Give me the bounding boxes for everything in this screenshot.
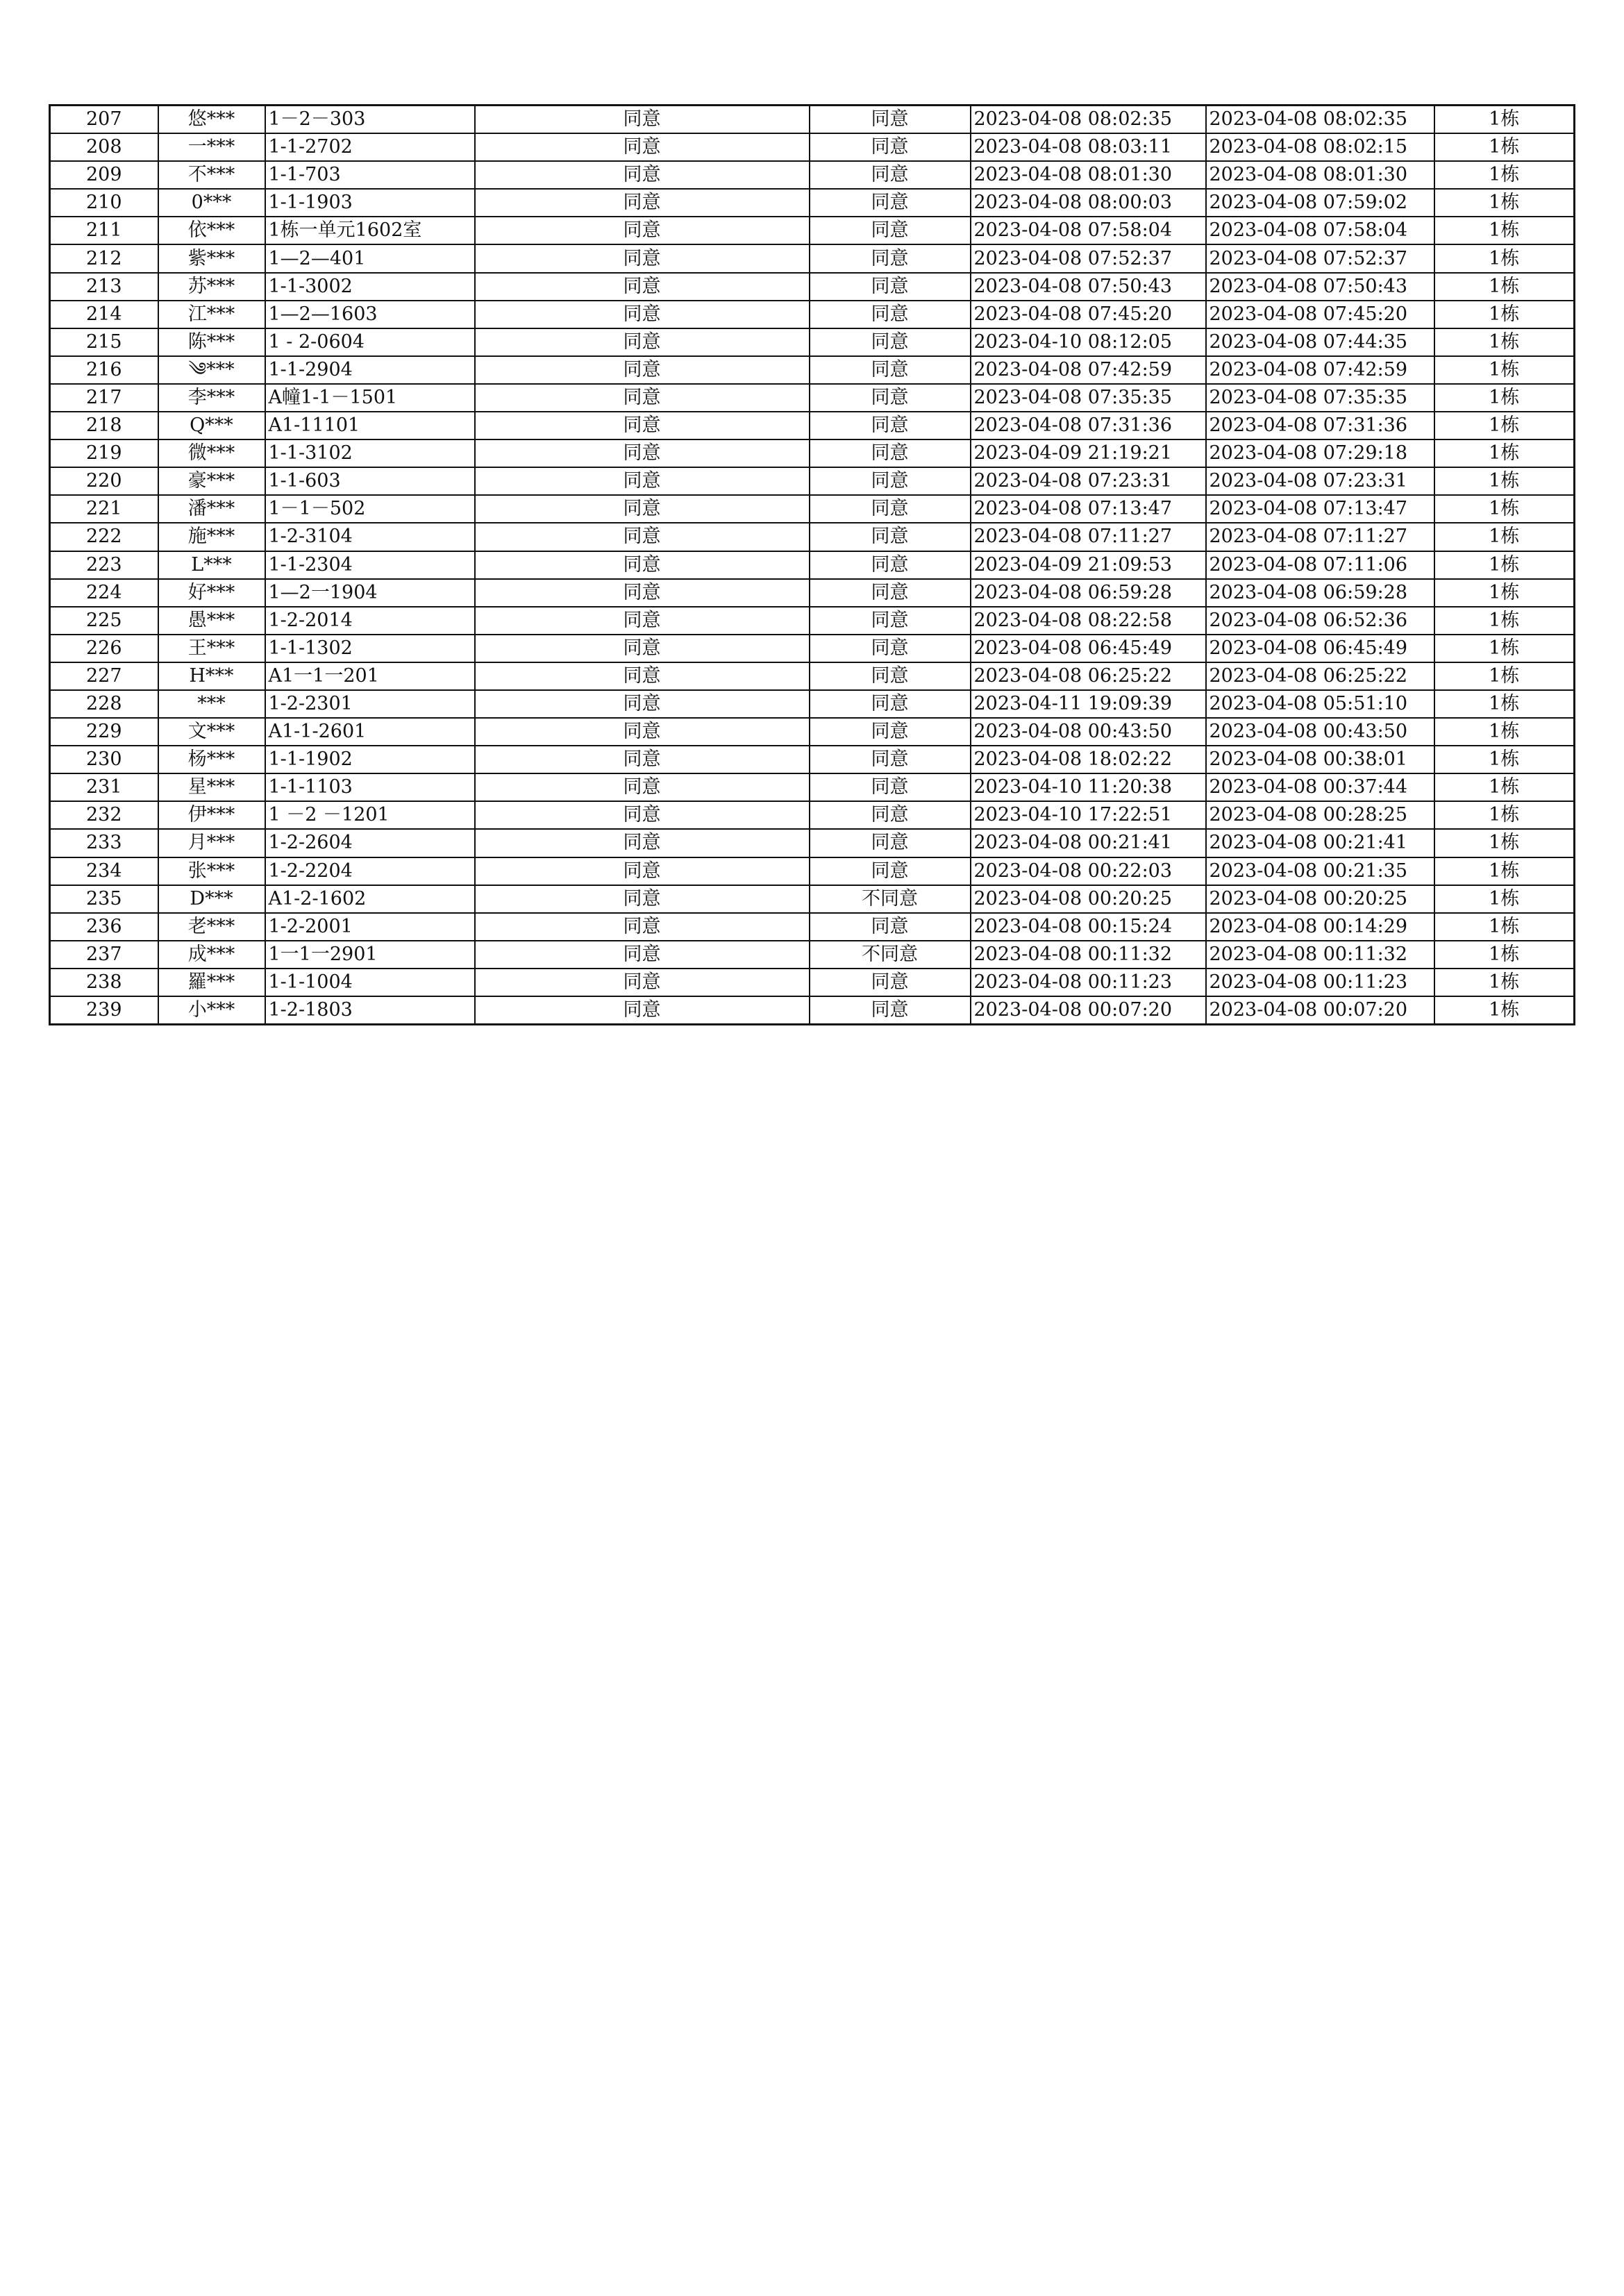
submit-time-cell: 2023-04-08 07:58:04 (971, 217, 1206, 244)
row-number-cell: 211 (50, 217, 158, 244)
opinion-2-cell: 同意 (810, 801, 971, 829)
voter-name-cell: 微*** (158, 439, 265, 467)
table-row (50, 328, 1575, 356)
opinion-2-cell: 同意 (810, 244, 971, 272)
table-row (50, 801, 1575, 829)
voter-name-cell: 伊*** (158, 801, 265, 829)
voter-name-cell: 成*** (158, 941, 265, 969)
voter-name-cell: 悠*** (158, 106, 265, 134)
voter-name-cell: H*** (158, 662, 265, 690)
room-number-cell: 1—2—401 (265, 244, 475, 272)
room-number-cell: A1-11101 (265, 412, 475, 439)
row-number-cell: 232 (50, 801, 158, 829)
opinion-1-cell: 同意 (475, 746, 810, 773)
row-number-cell: 215 (50, 328, 158, 356)
opinion-1-cell: 同意 (475, 189, 810, 217)
room-number-cell: 1—2—1603 (265, 301, 475, 328)
building-cell: 1栋 (1434, 829, 1575, 857)
first-vote-time-cell: 2023-04-08 07:58:04 (1206, 217, 1434, 244)
opinion-2-cell: 同意 (810, 356, 971, 384)
table-row (50, 523, 1575, 551)
row-number-cell: 236 (50, 913, 158, 941)
opinion-2-cell: 同意 (810, 439, 971, 467)
submit-time-cell: 2023-04-08 00:15:24 (971, 913, 1206, 941)
voter-name-cell: 羅*** (158, 969, 265, 996)
room-number-cell: 1－2－303 (265, 106, 475, 134)
row-number-cell: 218 (50, 412, 158, 439)
submit-time-cell: 2023-04-11 19:09:39 (971, 690, 1206, 718)
row-number-cell: 228 (50, 690, 158, 718)
voter-name-cell: 小*** (158, 996, 265, 1025)
room-number-cell: 1-2-2301 (265, 690, 475, 718)
voter-name-cell: 不*** (158, 161, 265, 189)
opinion-2-cell: 同意 (810, 106, 971, 134)
opinion-1-cell: 同意 (475, 133, 810, 161)
opinion-2-cell: 同意 (810, 495, 971, 523)
voter-name-cell: 文*** (158, 718, 265, 746)
opinion-1-cell: 同意 (475, 579, 810, 607)
building-cell: 1栋 (1434, 969, 1575, 996)
submit-time-cell: 2023-04-10 11:20:38 (971, 773, 1206, 801)
room-number-cell: 1一1一2901 (265, 941, 475, 969)
submit-time-cell: 2023-04-08 07:31:36 (971, 412, 1206, 439)
opinion-1-cell: 同意 (475, 495, 810, 523)
opinion-2-cell: 同意 (810, 384, 971, 412)
first-vote-time-cell: 2023-04-08 07:44:35 (1206, 328, 1434, 356)
first-vote-time-cell: 2023-04-08 08:02:35 (1206, 106, 1434, 134)
first-vote-time-cell: 2023-04-08 07:45:20 (1206, 301, 1434, 328)
room-number-cell: 1 －2 －1201 (265, 801, 475, 829)
first-vote-time-cell: 2023-04-08 06:52:36 (1206, 607, 1434, 635)
vote-record-table (49, 104, 1575, 1025)
row-number-cell: 217 (50, 384, 158, 412)
building-cell: 1栋 (1434, 273, 1575, 301)
submit-time-cell: 2023-04-10 17:22:51 (971, 801, 1206, 829)
room-number-cell: 1-1-3102 (265, 439, 475, 467)
opinion-1-cell: 同意 (475, 690, 810, 718)
voter-name-cell: 王*** (158, 635, 265, 662)
opinion-1-cell: 同意 (475, 273, 810, 301)
opinion-2-cell: 不同意 (810, 941, 971, 969)
building-cell: 1栋 (1434, 244, 1575, 272)
opinion-2-cell: 同意 (810, 412, 971, 439)
row-number-cell: 208 (50, 133, 158, 161)
voter-name-cell: 愚*** (158, 607, 265, 635)
submit-time-cell: 2023-04-08 07:52:37 (971, 244, 1206, 272)
room-number-cell: 1-1-1103 (265, 773, 475, 801)
submit-time-cell: 2023-04-08 06:25:22 (971, 662, 1206, 690)
first-vote-time-cell: 2023-04-08 08:01:30 (1206, 161, 1434, 189)
first-vote-time-cell: 2023-04-08 00:28:25 (1206, 801, 1434, 829)
row-number-cell: 209 (50, 161, 158, 189)
first-vote-time-cell: 2023-04-08 00:43:50 (1206, 718, 1434, 746)
submit-time-cell: 2023-04-08 00:11:32 (971, 941, 1206, 969)
opinion-1-cell: 同意 (475, 607, 810, 635)
opinion-2-cell: 同意 (810, 189, 971, 217)
room-number-cell: A幢1-1－1501 (265, 384, 475, 412)
first-vote-time-cell: 2023-04-08 06:25:22 (1206, 662, 1434, 690)
building-cell: 1栋 (1434, 635, 1575, 662)
row-number-cell: 235 (50, 885, 158, 913)
row-number-cell: 223 (50, 551, 158, 579)
building-cell: 1栋 (1434, 941, 1575, 969)
row-number-cell: 226 (50, 635, 158, 662)
submit-time-cell: 2023-04-08 07:11:27 (971, 523, 1206, 551)
submit-time-cell: 2023-04-08 07:13:47 (971, 495, 1206, 523)
building-cell: 1栋 (1434, 106, 1575, 134)
building-cell: 1栋 (1434, 384, 1575, 412)
building-cell: 1栋 (1434, 662, 1575, 690)
table-row (50, 189, 1575, 217)
building-cell: 1栋 (1434, 885, 1575, 913)
building-cell: 1栋 (1434, 579, 1575, 607)
opinion-1-cell: 同意 (475, 412, 810, 439)
voter-name-cell: ༄*** (158, 356, 265, 384)
opinion-2-cell: 同意 (810, 718, 971, 746)
voter-name-cell: 江*** (158, 301, 265, 328)
submit-time-cell: 2023-04-08 07:23:31 (971, 467, 1206, 495)
row-number-cell: 231 (50, 773, 158, 801)
room-number-cell: 1-1-2702 (265, 133, 475, 161)
table-row (50, 746, 1575, 773)
room-number-cell: 1-2-2014 (265, 607, 475, 635)
table-body (50, 106, 1575, 1025)
voter-name-cell: 老*** (158, 913, 265, 941)
room-number-cell: 1-1-3002 (265, 273, 475, 301)
opinion-2-cell: 同意 (810, 328, 971, 356)
voter-name-cell: 施*** (158, 523, 265, 551)
row-number-cell: 229 (50, 718, 158, 746)
opinion-2-cell: 同意 (810, 217, 971, 244)
row-number-cell: 233 (50, 829, 158, 857)
first-vote-time-cell: 2023-04-08 08:02:15 (1206, 133, 1434, 161)
table-row (50, 412, 1575, 439)
building-cell: 1栋 (1434, 412, 1575, 439)
opinion-1-cell: 同意 (475, 301, 810, 328)
voter-name-cell: L*** (158, 551, 265, 579)
opinion-2-cell: 不同意 (810, 885, 971, 913)
room-number-cell: 1-1-703 (265, 161, 475, 189)
first-vote-time-cell: 2023-04-08 07:31:36 (1206, 412, 1434, 439)
opinion-1-cell: 同意 (475, 356, 810, 384)
opinion-2-cell: 同意 (810, 579, 971, 607)
opinion-1-cell: 同意 (475, 217, 810, 244)
voter-name-cell: 豪*** (158, 467, 265, 495)
opinion-1-cell: 同意 (475, 996, 810, 1025)
submit-time-cell: 2023-04-08 00:43:50 (971, 718, 1206, 746)
room-number-cell: 1栋一单元1602室 (265, 217, 475, 244)
opinion-1-cell: 同意 (475, 913, 810, 941)
voter-name-cell: 杨*** (158, 746, 265, 773)
room-number-cell: A1一1一201 (265, 662, 475, 690)
table-row (50, 635, 1575, 662)
submit-time-cell: 2023-04-08 08:01:30 (971, 161, 1206, 189)
opinion-2-cell: 同意 (810, 607, 971, 635)
opinion-2-cell: 同意 (810, 746, 971, 773)
room-number-cell: 1-2-2204 (265, 857, 475, 885)
opinion-2-cell: 同意 (810, 133, 971, 161)
opinion-1-cell: 同意 (475, 551, 810, 579)
submit-time-cell: 2023-04-10 08:12:05 (971, 328, 1206, 356)
table-row (50, 885, 1575, 913)
submit-time-cell: 2023-04-08 06:59:28 (971, 579, 1206, 607)
row-number-cell: 219 (50, 439, 158, 467)
first-vote-time-cell: 2023-04-08 00:37:44 (1206, 773, 1434, 801)
building-cell: 1栋 (1434, 189, 1575, 217)
row-number-cell: 227 (50, 662, 158, 690)
voter-name-cell: *** (158, 690, 265, 718)
room-number-cell: 1-2-2001 (265, 913, 475, 941)
opinion-1-cell: 同意 (475, 857, 810, 885)
opinion-2-cell: 同意 (810, 467, 971, 495)
opinion-1-cell: 同意 (475, 718, 810, 746)
opinion-1-cell: 同意 (475, 885, 810, 913)
room-number-cell: 1-1-1004 (265, 969, 475, 996)
submit-time-cell: 2023-04-08 00:07:20 (971, 996, 1206, 1025)
submit-time-cell: 2023-04-09 21:19:21 (971, 439, 1206, 467)
room-number-cell: 1-1-2904 (265, 356, 475, 384)
table-row (50, 551, 1575, 579)
building-cell: 1栋 (1434, 523, 1575, 551)
opinion-1-cell: 同意 (475, 384, 810, 412)
building-cell: 1栋 (1434, 495, 1575, 523)
voter-name-cell: 好*** (158, 579, 265, 607)
table-row (50, 857, 1575, 885)
room-number-cell: 1-1-1903 (265, 189, 475, 217)
opinion-2-cell: 同意 (810, 969, 971, 996)
submit-time-cell: 2023-04-08 00:11:23 (971, 969, 1206, 996)
opinion-1-cell: 同意 (475, 523, 810, 551)
first-vote-time-cell: 2023-04-08 06:59:28 (1206, 579, 1434, 607)
opinion-2-cell: 同意 (810, 773, 971, 801)
row-number-cell: 224 (50, 579, 158, 607)
opinion-2-cell: 同意 (810, 161, 971, 189)
submit-time-cell: 2023-04-08 00:22:03 (971, 857, 1206, 885)
row-number-cell: 213 (50, 273, 158, 301)
opinion-1-cell: 同意 (475, 161, 810, 189)
opinion-2-cell: 同意 (810, 913, 971, 941)
table-row (50, 133, 1575, 161)
first-vote-time-cell: 2023-04-08 00:14:29 (1206, 913, 1434, 941)
voter-name-cell: 苏*** (158, 273, 265, 301)
first-vote-time-cell: 2023-04-08 05:51:10 (1206, 690, 1434, 718)
table-row (50, 662, 1575, 690)
submit-time-cell: 2023-04-08 18:02:22 (971, 746, 1206, 773)
table-row (50, 439, 1575, 467)
row-number-cell: 234 (50, 857, 158, 885)
table-row (50, 244, 1575, 272)
building-cell: 1栋 (1434, 161, 1575, 189)
row-number-cell: 239 (50, 996, 158, 1025)
submit-time-cell: 2023-04-08 07:35:35 (971, 384, 1206, 412)
first-vote-time-cell: 2023-04-08 07:35:35 (1206, 384, 1434, 412)
building-cell: 1栋 (1434, 301, 1575, 328)
voter-name-cell: 依*** (158, 217, 265, 244)
building-cell: 1栋 (1434, 133, 1575, 161)
row-number-cell: 212 (50, 244, 158, 272)
table-row (50, 106, 1575, 134)
row-number-cell: 237 (50, 941, 158, 969)
table-row (50, 495, 1575, 523)
voter-name-cell: 陈*** (158, 328, 265, 356)
table-row (50, 829, 1575, 857)
opinion-1-cell: 同意 (475, 941, 810, 969)
first-vote-time-cell: 2023-04-08 07:11:27 (1206, 523, 1434, 551)
table-row (50, 913, 1575, 941)
first-vote-time-cell: 2023-04-08 07:23:31 (1206, 467, 1434, 495)
voter-name-cell: Q*** (158, 412, 265, 439)
first-vote-time-cell: 2023-04-08 00:20:25 (1206, 885, 1434, 913)
table-row (50, 773, 1575, 801)
opinion-2-cell: 同意 (810, 662, 971, 690)
voter-name-cell: 李*** (158, 384, 265, 412)
table-row (50, 718, 1575, 746)
voter-name-cell: 紫*** (158, 244, 265, 272)
table-row (50, 356, 1575, 384)
submit-time-cell: 2023-04-08 08:22:58 (971, 607, 1206, 635)
building-cell: 1栋 (1434, 551, 1575, 579)
opinion-1-cell: 同意 (475, 829, 810, 857)
table-row (50, 273, 1575, 301)
building-cell: 1栋 (1434, 328, 1575, 356)
first-vote-time-cell: 2023-04-08 00:38:01 (1206, 746, 1434, 773)
room-number-cell: 1 - 2-0604 (265, 328, 475, 356)
opinion-1-cell: 同意 (475, 328, 810, 356)
table-row (50, 467, 1575, 495)
row-number-cell: 230 (50, 746, 158, 773)
opinion-1-cell: 同意 (475, 467, 810, 495)
row-number-cell: 210 (50, 189, 158, 217)
submit-time-cell: 2023-04-08 07:50:43 (971, 273, 1206, 301)
voter-name-cell: 月*** (158, 829, 265, 857)
table-row (50, 690, 1575, 718)
building-cell: 1栋 (1434, 356, 1575, 384)
row-number-cell: 238 (50, 969, 158, 996)
opinion-2-cell: 同意 (810, 690, 971, 718)
submit-time-cell: 2023-04-08 07:45:20 (971, 301, 1206, 328)
opinion-2-cell: 同意 (810, 523, 971, 551)
first-vote-time-cell: 2023-04-08 00:11:23 (1206, 969, 1434, 996)
room-number-cell: A1-1-2601 (265, 718, 475, 746)
building-cell: 1栋 (1434, 217, 1575, 244)
room-number-cell: 1－1－502 (265, 495, 475, 523)
submit-time-cell: 2023-04-09 21:09:53 (971, 551, 1206, 579)
first-vote-time-cell: 2023-04-08 00:21:41 (1206, 829, 1434, 857)
room-number-cell: 1-1-1302 (265, 635, 475, 662)
first-vote-time-cell: 2023-04-08 07:50:43 (1206, 273, 1434, 301)
row-number-cell: 221 (50, 495, 158, 523)
opinion-1-cell: 同意 (475, 773, 810, 801)
opinion-2-cell: 同意 (810, 829, 971, 857)
building-cell: 1栋 (1434, 439, 1575, 467)
table-row (50, 161, 1575, 189)
first-vote-time-cell: 2023-04-08 07:42:59 (1206, 356, 1434, 384)
room-number-cell: 1-2-2604 (265, 829, 475, 857)
first-vote-time-cell: 2023-04-08 07:59:02 (1206, 189, 1434, 217)
voter-name-cell: 0*** (158, 189, 265, 217)
building-cell: 1栋 (1434, 996, 1575, 1025)
building-cell: 1栋 (1434, 467, 1575, 495)
opinion-2-cell: 同意 (810, 273, 971, 301)
row-number-cell: 222 (50, 523, 158, 551)
first-vote-time-cell: 2023-04-08 07:11:06 (1206, 551, 1434, 579)
row-number-cell: 207 (50, 106, 158, 134)
building-cell: 1栋 (1434, 746, 1575, 773)
room-number-cell: 1-2-3104 (265, 523, 475, 551)
first-vote-time-cell: 2023-04-08 00:07:20 (1206, 996, 1434, 1025)
table-row (50, 996, 1575, 1025)
opinion-1-cell: 同意 (475, 244, 810, 272)
first-vote-time-cell: 2023-04-08 00:11:32 (1206, 941, 1434, 969)
first-vote-time-cell: 2023-04-08 07:52:37 (1206, 244, 1434, 272)
table-row (50, 579, 1575, 607)
row-number-cell: 214 (50, 301, 158, 328)
opinion-1-cell: 同意 (475, 969, 810, 996)
submit-time-cell: 2023-04-08 08:03:11 (971, 133, 1206, 161)
room-number-cell: 1-1-2304 (265, 551, 475, 579)
opinion-2-cell: 同意 (810, 857, 971, 885)
opinion-1-cell: 同意 (475, 662, 810, 690)
opinion-2-cell: 同意 (810, 635, 971, 662)
opinion-1-cell: 同意 (475, 439, 810, 467)
first-vote-time-cell: 2023-04-08 07:13:47 (1206, 495, 1434, 523)
building-cell: 1栋 (1434, 773, 1575, 801)
submit-time-cell: 2023-04-08 08:00:03 (971, 189, 1206, 217)
submit-time-cell: 2023-04-08 00:21:41 (971, 829, 1206, 857)
row-number-cell: 220 (50, 467, 158, 495)
opinion-2-cell: 同意 (810, 301, 971, 328)
room-number-cell: 1—2一1904 (265, 579, 475, 607)
first-vote-time-cell: 2023-04-08 00:21:35 (1206, 857, 1434, 885)
building-cell: 1栋 (1434, 913, 1575, 941)
submit-time-cell: 2023-04-08 07:42:59 (971, 356, 1206, 384)
submit-time-cell: 2023-04-08 00:20:25 (971, 885, 1206, 913)
opinion-1-cell: 同意 (475, 635, 810, 662)
first-vote-time-cell: 2023-04-08 06:45:49 (1206, 635, 1434, 662)
table-row (50, 969, 1575, 996)
voter-name-cell: D*** (158, 885, 265, 913)
building-cell: 1栋 (1434, 801, 1575, 829)
table-row (50, 301, 1575, 328)
table-row (50, 607, 1575, 635)
voter-name-cell: 潘*** (158, 495, 265, 523)
row-number-cell: 225 (50, 607, 158, 635)
room-number-cell: A1-2-1602 (265, 885, 475, 913)
first-vote-time-cell: 2023-04-08 07:29:18 (1206, 439, 1434, 467)
table-row (50, 217, 1575, 244)
room-number-cell: 1-1-603 (265, 467, 475, 495)
room-number-cell: 1-1-1902 (265, 746, 475, 773)
building-cell: 1栋 (1434, 857, 1575, 885)
building-cell: 1栋 (1434, 718, 1575, 746)
table-row (50, 941, 1575, 969)
opinion-2-cell: 同意 (810, 551, 971, 579)
building-cell: 1栋 (1434, 690, 1575, 718)
voter-name-cell: 张*** (158, 857, 265, 885)
voter-name-cell: 一*** (158, 133, 265, 161)
building-cell: 1栋 (1434, 607, 1575, 635)
table-row (50, 384, 1575, 412)
row-number-cell: 216 (50, 356, 158, 384)
submit-time-cell: 2023-04-08 08:02:35 (971, 106, 1206, 134)
room-number-cell: 1-2-1803 (265, 996, 475, 1025)
voter-name-cell: 星*** (158, 773, 265, 801)
opinion-1-cell: 同意 (475, 106, 810, 134)
submit-time-cell: 2023-04-08 06:45:49 (971, 635, 1206, 662)
opinion-2-cell: 同意 (810, 996, 971, 1025)
opinion-1-cell: 同意 (475, 801, 810, 829)
